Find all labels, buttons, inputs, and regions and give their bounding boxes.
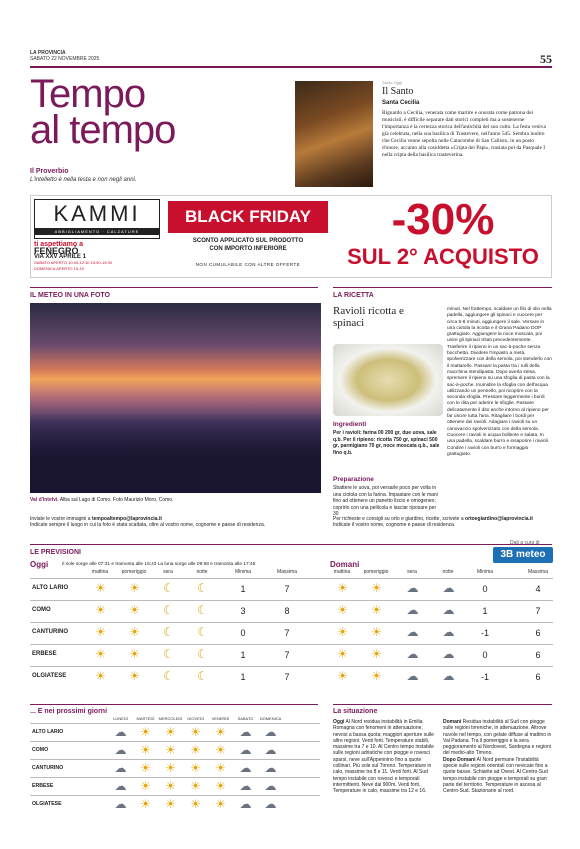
sun-icon: ☀: [190, 761, 201, 775]
cloud-icon: ☁: [442, 625, 455, 639]
temp-max: 6: [535, 672, 541, 682]
location-name: COMO: [32, 607, 51, 613]
previsioni-rule: [30, 544, 552, 545]
table-row: [30, 644, 553, 645]
day-header: VENERDÌ: [211, 716, 230, 721]
temp-max: 6: [535, 650, 541, 660]
ricetta-title: Ravioli ricotta e spinaci: [333, 305, 404, 329]
temp-max: 6: [535, 628, 541, 638]
col-header-domani: pomeriggio: [363, 569, 389, 575]
meteo-foto-heading: IL METEO IN UNA FOTO: [30, 292, 110, 299]
moon-icon: ☾: [197, 581, 208, 595]
sun-icon: ☀: [215, 743, 226, 757]
santo-kicker: Santo Oggi: [382, 80, 403, 85]
sun-icon: ☀: [140, 779, 151, 793]
sun-icon: ☀: [337, 581, 348, 595]
moon-icon: ☾: [163, 669, 174, 683]
sun-icon: ☀: [165, 725, 176, 739]
sun-icon: ☀: [140, 743, 151, 757]
preparazione-heading: Preparazione: [333, 476, 374, 483]
sun-icon: ☀: [371, 581, 382, 595]
location-name: ALTO LARIO: [32, 585, 69, 591]
santa-cecilia-painting: [295, 81, 373, 187]
lake-sunrise-photo: [30, 303, 321, 493]
col-header-domani: mattina: [333, 569, 351, 575]
cloud-icon: ☁: [406, 647, 419, 661]
meteo-foto-rule: [30, 287, 318, 288]
sun-icon: ☀: [215, 725, 226, 739]
day-header: DOMENICA: [259, 716, 282, 721]
moon-icon: ☾: [163, 603, 174, 617]
cloud-icon: ☁: [264, 797, 277, 811]
sun-icon: ☀: [215, 761, 226, 775]
day-header: SABATO: [237, 716, 254, 721]
photo-email-link[interactable]: tempoaltempo@laprovincia.it: [91, 516, 162, 522]
sun-icon: ☀: [337, 625, 348, 639]
temp-max: 8: [284, 606, 290, 616]
cloud-icon: ☁: [239, 725, 252, 739]
situazione-domani: Domani Residua instabilità al Sud con piogge sulle regioni tirreniche, in attenuazione. Altrove nuvole nel tempo, con gelate diffuse al mattino in Val Padana. Tra il pomeriggio e la sera peggioramento al Nordovest, Sardegna e regioni del medio-alto Tirreno. Dopo Domani Al Nord permane l'instabilità specie sulle regioni orientali con nevicate fino a quote basse. Schiarite ad Ovest. Al Centro-Sud tempo instabile con piogge e temporali su gran parte del territorio. Temperature in ascesa al Centro-Sud. Stazionarie al nord.: [443, 719, 552, 795]
cloud-icon: ☁: [442, 669, 455, 683]
ravioli-photo: [333, 344, 443, 416]
temp-min: 0: [240, 628, 246, 638]
day-header: GIOVEDÌ: [187, 716, 204, 721]
cloud-icon: ☁: [442, 647, 455, 661]
location-name: ERBESE: [32, 651, 57, 657]
col-header-oggi: mattina: [91, 569, 109, 575]
moon-icon: ☾: [197, 669, 208, 683]
temp-min: -1: [480, 628, 489, 638]
preparazione-text: Sbattere le uova, poi versarle poco per volta in una ciotola con la farina. Impastare con le mani fino ad ottenere un panetto liscio e omogeneo; coprirlo con una pellicola e lasciar riposare per 30: [333, 485, 438, 517]
prossimi-heading: ... E nei prossimi giorni: [30, 708, 108, 715]
temp-min: 1: [482, 606, 488, 616]
temp-max: 7: [284, 650, 290, 660]
ricetta-invite: Per richieste e consigli su orto e giardino, ricette, scrivete a ortoegiardino@laprovincia.it Indicate il vostro nome, cognome e paese di residenza.: [333, 516, 533, 528]
masthead: LA PROVINCIA SABATO 22 NOVEMBRE 2025: [30, 50, 100, 62]
sun-icon: ☀: [129, 625, 140, 639]
temp-min: 1: [240, 672, 246, 682]
page-title: Tempo al tempo: [30, 72, 176, 152]
ad-percentage: -30%: [391, 195, 495, 244]
sun-icon: ☀: [129, 669, 140, 683]
next-days-table: [30, 716, 320, 838]
previsioni-heading: LE PREVISIONI: [30, 549, 81, 556]
sun-icon: ☀: [190, 743, 201, 757]
cloud-icon: ☁: [239, 779, 252, 793]
sun-icon: ☀: [371, 603, 382, 617]
situazione-rule: [333, 704, 552, 705]
ad-discount-text: SCONTO APPLICATO SUL PRODOTTO CON IMPORTO INFERIORE: [192, 238, 304, 252]
moon-icon: ☾: [163, 581, 174, 595]
location-name: ALTO LARIO: [32, 729, 64, 735]
ricetta-rule: [333, 287, 552, 288]
kammi-logo: KAMMI ABBIGLIAMENTO · CALZATURE: [34, 199, 160, 239]
sun-icon: ☀: [215, 779, 226, 793]
cloud-icon: ☁: [239, 743, 252, 757]
photo-invite: Inviate le vostre immagini a tempoaltempo@laprovincia.it Indicate sempre il luogo in cui la foto è stata scattata, oltre al vostro nome, cognome e paese di residenza.: [30, 516, 266, 528]
sun-icon: ☀: [337, 603, 348, 617]
proverbio-text: L'intelletto è nella testa e non negli anni.: [30, 177, 137, 183]
location-name: COMO: [32, 747, 49, 753]
santo-name: Santa Cecilia: [382, 100, 420, 106]
domani-label: Domani: [330, 560, 360, 569]
oggi-label: Oggi: [30, 560, 49, 569]
sun-icon: ☀: [95, 581, 106, 595]
sun-icon: ☀: [129, 647, 140, 661]
col-header-oggi: notte: [196, 569, 208, 575]
forecast-table: [30, 569, 553, 691]
cloud-icon: ☁: [264, 761, 277, 775]
sun-icon: ☀: [337, 647, 348, 661]
moon-icon: ☾: [197, 625, 208, 639]
cloud-icon: ☁: [114, 779, 127, 793]
sun-icon: ☀: [165, 779, 176, 793]
sun-icon: ☀: [129, 603, 140, 617]
location-name: OLGIATESE: [32, 801, 62, 807]
table-row: [30, 723, 320, 724]
sun-icon: ☀: [371, 647, 382, 661]
3bmeteo-logo: 3B meteo: [493, 547, 553, 563]
ad-second-purchase: SUL 2° ACQUISTO: [347, 244, 539, 269]
table-row: [30, 622, 553, 623]
ad-store-info: ti aspettiamo a FENEGRÒ VIA XXV APRILE 1 SABATO APERTO 10:00-12:30 15:00-19:30 DOMENICA APERTO 15-19: [34, 241, 112, 271]
ricetta-heading: LA RICETTA: [333, 292, 374, 299]
sun-icon: ☀: [95, 625, 106, 639]
temp-max: 7: [535, 606, 541, 616]
temp-min: 3: [240, 606, 246, 616]
temp-max: 4: [535, 584, 541, 594]
col-header-oggi: sera: [163, 569, 173, 575]
temp-max: 7: [284, 672, 290, 682]
table-row: [30, 759, 320, 760]
ricetta-column: minuti. Nel frattempo, scaldare un filo di olio nella padella, aggiungere gli spinaci e cuocere per circa 5-6 minuti, aggiungere il sale. Versare in una ciotola la ricotta e il Grana Padano DOP grattugiato. Aggiungere la noce moscata, poi unire gli spinaci tritati precedentemente. Trasferire il ripieno in un sac-à-poche senza bocchetta. Dividere l'impasto a metà, spolverizzare con della semola, poi stenderlo con il mattarello. Passare la pasta tra i rulli della macchina stendipasta. Dopo averla stesa, spremere il ripieno su una sfoglia di pasta con la sac-à-poche. Inumidire la sfoglia con dell'acqua utilizzando un pennello, poi ricoprire con la seconda sfoglia. Pressare leggermente i bordi con le dita per aderire le sfoglie. Passare delicatamente il dito anche intorno al ripieno per far uscire tutta l'aria. Ritagliare i bordi per ottenere dei ravioli. Adagiare i ravioli su un canovaccio spolverizzato con della semola. Cuocere i ravioli in acqua bollente e salata. In una padella, scaldare burro e insaporire i ravioli. Condire i ravioli con burro e formaggio grattugiato.: [447, 307, 552, 457]
temp-min: 1: [240, 650, 246, 660]
top-rule: [30, 66, 552, 68]
sun-icon: ☀: [129, 581, 140, 595]
cloud-icon: ☁: [114, 725, 127, 739]
temp-min: -1: [480, 672, 489, 682]
moon-icon: ☾: [197, 603, 208, 617]
cloud-icon: ☁: [406, 669, 419, 683]
sun-icon: ☀: [95, 669, 106, 683]
temp-min: 0: [482, 650, 488, 660]
temp-max: 7: [284, 584, 290, 594]
cloud-icon: ☁: [406, 581, 419, 595]
temp-max: 7: [284, 628, 290, 638]
sun-icon: ☀: [371, 669, 382, 683]
col-header-domani: sera: [407, 569, 417, 575]
ingredienti-heading: Ingredienti: [333, 421, 367, 428]
cloud-icon: ☁: [264, 779, 277, 793]
sun-icon: ☀: [165, 797, 176, 811]
cloud-icon: ☁: [114, 797, 127, 811]
cloud-icon: ☁: [406, 625, 419, 639]
proverbio-heading: Il Proverbio: [30, 168, 69, 175]
location-name: ERBESE: [32, 783, 54, 789]
col-header-oggi: Massima: [276, 569, 297, 575]
table-row: [30, 600, 553, 601]
day-header: LUNEDÌ: [113, 716, 128, 721]
temp-min: 1: [240, 584, 246, 594]
col-header-domani: Minima: [476, 569, 494, 575]
photo-caption: Val d'Intelvi. Alba sul Lago di Como. Foto Maurizio Moro, Como.: [30, 497, 174, 503]
cloud-icon: ☁: [264, 725, 277, 739]
day-header: MARTEDÌ: [136, 716, 155, 721]
col-header-domani: notte: [442, 569, 454, 575]
cloud-icon: ☁: [239, 797, 252, 811]
sun-icon: ☀: [371, 625, 382, 639]
cloud-icon: ☁: [239, 761, 252, 775]
ingredienti-text: Per i ravioli: farina 00 200 gr, due uova, sale q.b. Per il ripieno: ricotta 750 gr, spinaci 500 gr, parmigiano 70 gr, noce moscata q.b., sale fino q.b.: [333, 430, 440, 456]
table-row: [30, 741, 320, 742]
moon-icon: ☾: [163, 647, 174, 661]
col-header-oggi: pomeriggio: [121, 569, 147, 575]
sun-icon: ☀: [140, 761, 151, 775]
cloud-icon: ☁: [406, 603, 419, 617]
ad-conditions: NON CUMULABILE CON ALTRE OFFERTE: [195, 262, 301, 267]
cloud-icon: ☁: [114, 761, 127, 775]
situazione-heading: La situazione: [333, 708, 378, 715]
ricetta-email-link[interactable]: ortoegiardino@laprovincia.it: [465, 516, 533, 522]
sun-icon: ☀: [140, 797, 151, 811]
moon-icon: ☾: [197, 647, 208, 661]
sun-icon: ☀: [140, 725, 151, 739]
black-friday-banner: BLACK FRIDAY: [168, 201, 328, 233]
santo-heading: Il Santo: [382, 86, 414, 97]
sun-icon: ☀: [190, 725, 201, 739]
day-header: MERCOLEDÌ: [158, 716, 183, 721]
sun-moon-info: Il sole sorge alle 07:31 e tramonta alle 16:43 La luna sorge alle 09:58 e tramonta alle 17:45: [62, 562, 256, 567]
cloud-icon: ☁: [264, 743, 277, 757]
table-row: [30, 666, 553, 667]
cloud-icon: ☁: [442, 581, 455, 595]
table-row: [30, 795, 320, 796]
santo-body: Riguardo a Cecilia, venerata come martire e onorata come patrona dei musicisti, è difficile separare dati storici completi ma a sostenerne l'importanza è la certezza storica dell'antichità del suo culto. La festa veniva già celebrata, nella sua basilica di Trastevere, nell'anno 545. Sembra inoltre che Cecilia venne sepolta nelle Catacombe di San Callisto, in un posto d'onore, accanto alla cosiddetta «Cripta dei Papi», traslata poi da Pasquale I nella cripta della basilica trasteverina.: [382, 110, 546, 158]
sun-icon: ☀: [95, 647, 106, 661]
moon-icon: ☾: [163, 625, 174, 639]
location-name: OLGIATESE: [32, 673, 67, 679]
cloud-icon: ☁: [442, 603, 455, 617]
table-row: [30, 578, 553, 579]
sun-icon: ☀: [215, 797, 226, 811]
col-header-oggi: Minima: [234, 569, 252, 575]
page-number: 55: [540, 52, 552, 66]
sun-icon: ☀: [165, 743, 176, 757]
sun-icon: ☀: [190, 779, 201, 793]
sun-icon: ☀: [190, 797, 201, 811]
prossimi-rule: [30, 704, 318, 705]
temp-min: 0: [482, 584, 488, 594]
location-name: CANTURINO: [32, 629, 68, 635]
table-row: [30, 777, 320, 778]
location-name: CANTURINO: [32, 765, 64, 771]
situazione-oggi: Oggi Al Nord residua instabilità in Emilia Romagna con fenomeni in attenuazione, nevosi a bassa quota; maggiori aperture sulle altre regioni. Venti forti. Temperature stabili, massime tra 7 e 10. Al Centro tempo instabile sulle regioni adriatiche con piogge e rovesci sparsi, neve sull'Appennino fino a quote collinari. Più sole sul Tirreno. Temperature in calo, massime tra 8 e 11. Venti forti. Al Sud tempo instabile con rovesci e temporali intermittenti. Neve dai 900m. Venti forti. Temperature in calo, massime tra 12 e 16.: [333, 719, 434, 795]
col-header-domani: Massima: [527, 569, 548, 575]
dati-a-cura: Dati a cura di: [510, 540, 540, 546]
sun-icon: ☀: [95, 603, 106, 617]
sun-icon: ☀: [165, 761, 176, 775]
cloud-icon: ☁: [114, 743, 127, 757]
sun-icon: ☀: [337, 669, 348, 683]
